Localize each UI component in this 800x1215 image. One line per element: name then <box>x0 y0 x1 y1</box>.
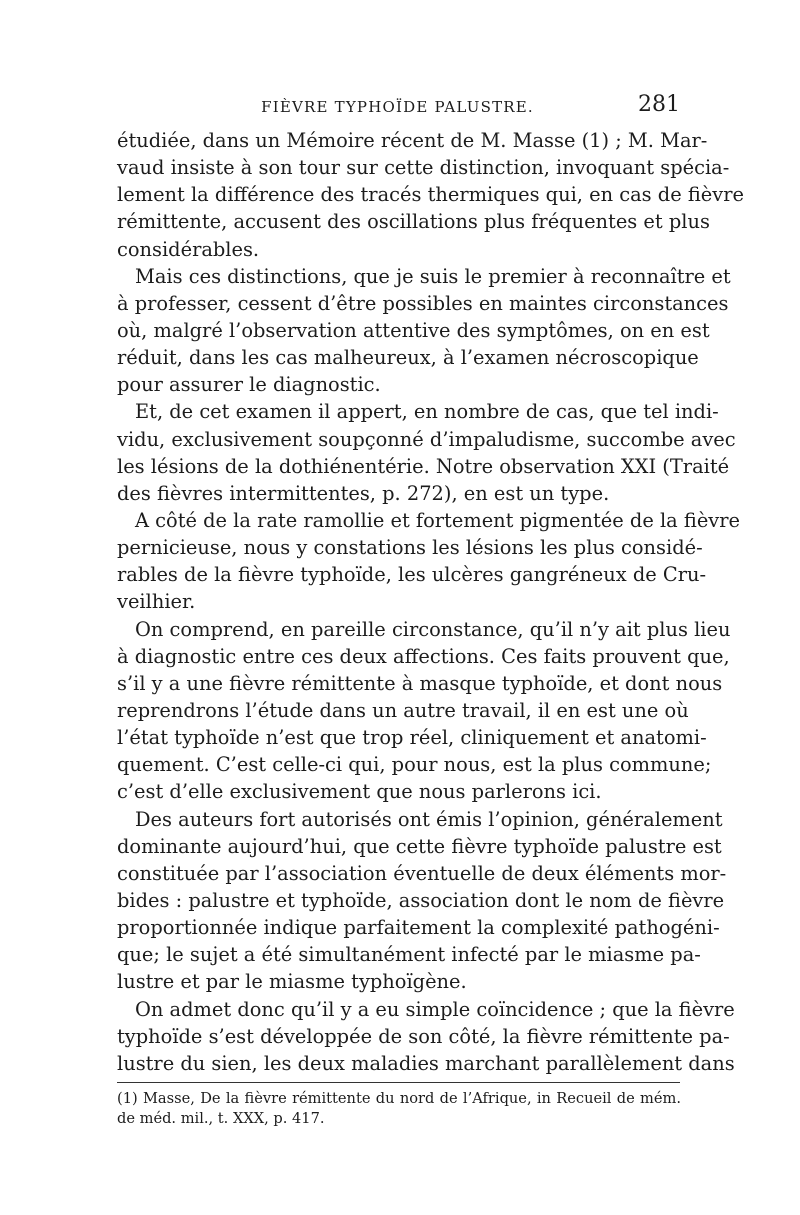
text-line: les lésions de la dothiénentérie. Notre observation XXI (Traité <box>117 454 730 478</box>
footnotes <box>117 1089 681 1129</box>
text-line: étudiée, dans un Mémoire récent de M. Masse (1) ; M. Mar- <box>117 129 708 152</box>
text-line: c’est d’elle exclusivement que nous parlerons ici. <box>117 780 602 804</box>
text-line: On comprend, en pareille circonstance, qu’il n’y ait plus lieu <box>135 617 731 641</box>
text-line: constituée par l’association éventuelle de deux éléments mor- <box>117 861 727 885</box>
text-line: considérables. <box>117 237 260 261</box>
text-line: bides : palustre et typhoïde, association dont le nom de fièvre <box>117 888 725 912</box>
text-line: Mais ces distinctions, que je suis le premier à reconnaître et <box>135 264 731 288</box>
text-line: vidu, exclusivement soupçonné d’impaludisme, succombe avec <box>117 427 736 451</box>
running-head <box>115 92 680 122</box>
text-line: pernicieuse, nous y constations les lésions les plus considé- <box>117 536 703 560</box>
footnote-line: de méd. mil., t. XXX, p. 417. <box>117 1110 325 1127</box>
text-line: lement la différence des tracés thermiques qui, en cas de fièvre <box>117 183 744 207</box>
text-line: typhoïde s’est développée de son côté, la fièvre rémittente pa- <box>117 1024 730 1048</box>
text-line: A côté de la rate ramollie et fortement pigmentée de la fièvre <box>135 508 741 532</box>
text-line: On admet donc qu’il y a eu simple coïncidence ; que la fièvre <box>135 997 735 1021</box>
text-line: réduit, dans les cas malheureux, à l’examen nécroscopique <box>117 346 699 370</box>
text-line: rémittente, accusent des oscillations plus fréquentes et plus <box>117 210 710 234</box>
text-line: à diagnostic entre ces deux affections. Ces faits prouvent que, <box>117 644 730 668</box>
text-line: pour assurer le diagnostic. <box>117 373 381 397</box>
text-line: où, malgré l’observation attentive des symptômes, on en est <box>117 318 710 342</box>
text-line: que; le sujet a été simultanément infecté par le miasme pa- <box>117 943 701 967</box>
page-number: 281 <box>638 92 680 117</box>
text-line: des fièvres intermittentes, p. 272), en est un type. <box>117 481 610 505</box>
text-line: l’état typhoïde n’est que trop réel, cliniquement et anatomi- <box>117 726 707 750</box>
text-line: reprendrons l’étude dans un autre travail, il en est une où <box>117 698 689 722</box>
text-line: Et, de cet examen il appert, en nombre de cas, que tel indi- <box>135 400 719 424</box>
footnote-rule <box>117 1082 680 1083</box>
text-line: vaud insiste à son tour sur cette distinction, invoquant spécia- <box>117 156 730 180</box>
text-line: veilhier. <box>117 590 196 614</box>
footnote-line: (1) Masse, De la fièvre rémittente du nord de l’Afrique, in Recueil de mém. <box>117 1090 681 1107</box>
text-line: dominante aujourd’hui, que cette fièvre typhoïde palustre est <box>117 834 722 858</box>
text-line: rables de la fièvre typhoïde, les ulcères gangréneux de Cru- <box>117 563 707 587</box>
body-text <box>117 127 744 1077</box>
text-line: s’il y a une fièvre rémittente à masque typhoïde, et dont nous <box>117 671 723 695</box>
text-line: Des auteurs fort autorisés ont émis l’opinion, généralement <box>135 807 723 831</box>
text-line: à professer, cessent d’être possibles en maintes circonstances <box>117 291 729 315</box>
text-line: proportionnée indique parfaitement la complexité pathogéni- <box>117 916 720 940</box>
text-line: lustre du sien, les deux maladies marchant parallèlement dans <box>117 1051 735 1075</box>
running-title: FIÈVRE TYPHOÏDE PALUSTRE. <box>261 98 534 116</box>
text-line: lustre et par le miasme typhoïgène. <box>117 970 467 994</box>
text-line: quement. C’est celle-ci qui, pour nous, est la plus commune; <box>117 753 712 777</box>
